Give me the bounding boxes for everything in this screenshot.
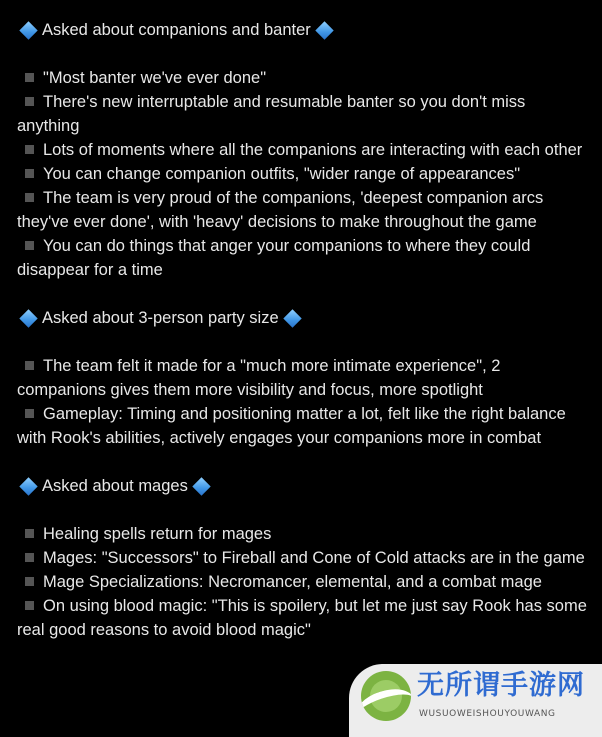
blue-diamond-icon bbox=[192, 477, 210, 495]
square-bullet-icon bbox=[25, 73, 34, 82]
list-item: Gameplay: Timing and positioning matter a lot, felt like the right balance with Rook's abilities, actively engages your companions more in combat bbox=[17, 405, 566, 447]
heading-text: Asked about 3-person party size bbox=[42, 309, 279, 327]
list-item: You can do things that anger your companions to where they could disappear for a time bbox=[17, 237, 531, 279]
square-bullet-icon bbox=[25, 409, 34, 418]
section-heading bbox=[17, 18, 592, 42]
list-item: Lots of moments where all the companions are interacting with each other bbox=[17, 138, 592, 162]
list-item: "Most banter we've ever done" bbox=[17, 66, 592, 90]
blue-diamond-icon bbox=[19, 21, 37, 39]
square-bullet-icon bbox=[25, 577, 34, 586]
list-item: Mage Specializations: Necromancer, elemental, and a combat mage bbox=[17, 570, 592, 594]
list-item: Healing spells return for mages bbox=[17, 522, 592, 546]
list-item: The team felt it made for a "much more intimate experience", 2 companions gives them more visibility and focus, more spotlight bbox=[17, 357, 501, 399]
list-item: The team is very proud of the companions, 'deepest companion arcs they've ever done', with 'heavy' decisions to make throughout the game bbox=[17, 189, 544, 231]
square-bullet-icon bbox=[25, 241, 34, 250]
section-party-size bbox=[17, 306, 592, 450]
square-bullet-icon bbox=[25, 169, 34, 178]
heading-text: Asked about companions and banter bbox=[42, 21, 311, 39]
section-companions bbox=[17, 18, 592, 282]
list-item: You can change companion outfits, "wider range of appearances" bbox=[17, 162, 592, 186]
section-mages bbox=[17, 474, 592, 642]
post-content bbox=[17, 18, 592, 666]
square-bullet-icon bbox=[25, 97, 34, 106]
list-item: There's new interruptable and resumable banter so you don't miss anything bbox=[17, 93, 526, 135]
blue-diamond-icon bbox=[283, 309, 301, 327]
watermark-badge bbox=[349, 664, 602, 737]
square-bullet-icon bbox=[25, 361, 34, 370]
section-heading bbox=[17, 474, 592, 498]
square-bullet-icon bbox=[25, 145, 34, 154]
section-heading bbox=[17, 306, 592, 330]
list-item: Mages: "Successors" to Fireball and Cone of Cold attacks are in the game bbox=[17, 546, 592, 570]
blue-diamond-icon bbox=[315, 21, 333, 39]
square-bullet-icon bbox=[25, 601, 34, 610]
blue-diamond-icon bbox=[19, 477, 37, 495]
watermark-title: 无所谓手游网 bbox=[417, 670, 585, 701]
square-bullet-icon bbox=[25, 553, 34, 562]
list-item: On using blood magic: "This is spoilery, but let me just say Rook has some real good reasons to avoid blood magic" bbox=[17, 597, 587, 639]
square-bullet-icon bbox=[25, 529, 34, 538]
heading-text: Asked about mages bbox=[42, 477, 188, 495]
leaf-logo-icon bbox=[361, 671, 411, 721]
watermark-subtitle: WUSUOWEISHOUYOUWANG bbox=[419, 709, 556, 719]
blue-diamond-icon bbox=[19, 309, 37, 327]
square-bullet-icon bbox=[25, 193, 34, 202]
